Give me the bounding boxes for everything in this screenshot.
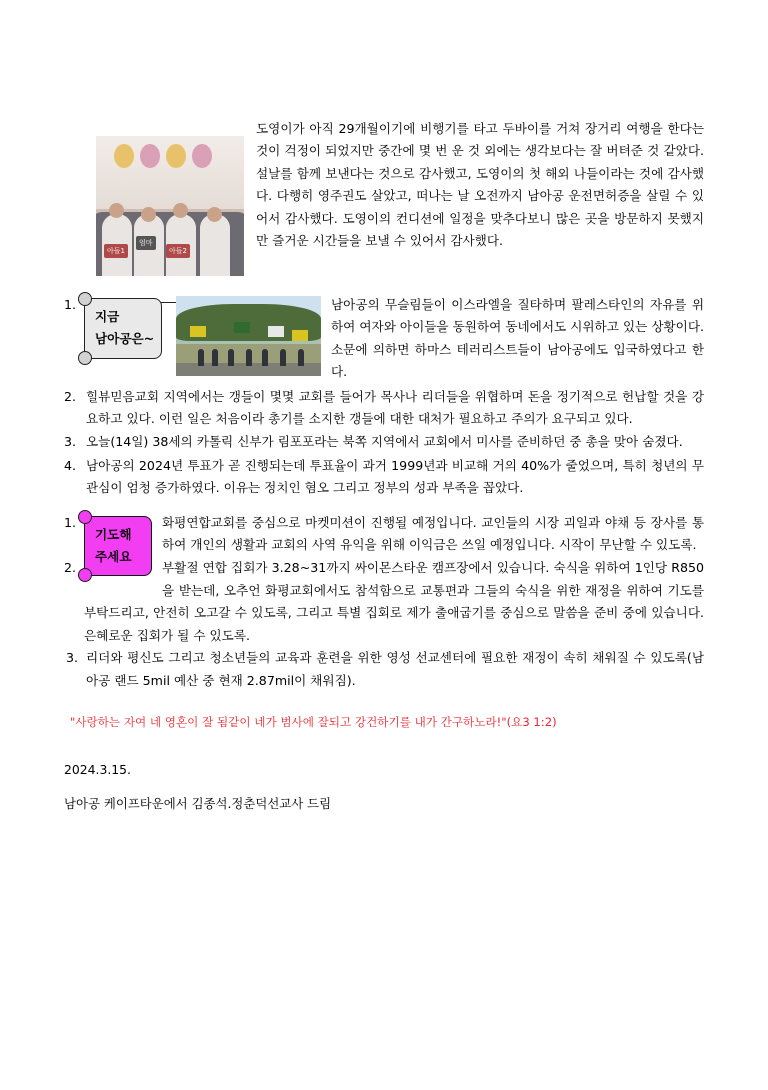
photo-tag: 아들2 xyxy=(166,244,190,258)
prayer-badge-line2: 주세요 xyxy=(95,549,132,565)
balloon-icon xyxy=(192,144,212,168)
prayer-item-2-text: 부활절 연합 집회가 3.28~31까지 싸이몬스타운 캠프장에서 있습니다. 숙식을 위하여 1인당 R850을 받는데, 오추언 화평교회에서도 참석함으로 교통편과 그들의 숙식을 위한 재정을 위하여 기도를 부탁드리고, 안전히 오고갈 수 있도록, 그리고 특별 집회로 제가 출애굽기를 중심으로 말씀을 준비 중에 있습니다. 은혜로운 집회가 될 수 있도록. xyxy=(84,560,704,643)
photo-person-head xyxy=(141,207,156,222)
balloon-icon xyxy=(166,144,186,168)
prayer-item-1-text: 화평연합교회를 중심으로 마켓미션이 진행될 예정입니다. 교인들의 시장 괴일과 야채 등 장사를 통하여 개인의 생활과 교회의 사역 유익을 위해 이익금은 쓰일 예정입니다. 시작이 무난할 수 있도록. xyxy=(162,514,704,553)
news-item-1-text: 남아공의 무슬림들이 이스라엘을 질타하며 팔레스타인의 자유를 위하여 여자와 아이들을 동원하여 동네에서도 시위하고 있는 상황이다. 소문에 의하면 하마스 테러리스트들이 남아공에도 입국하였다고 한다. xyxy=(331,297,704,380)
prayer-item-2 xyxy=(64,557,704,647)
news-item-3-text: 오늘(14일) 38세의 카톨릭 신부가 림포포라는 북쪽 지역에서 교회에서 미사를 준비하던 중 총을 맞아 숨졌다. xyxy=(86,434,683,450)
news-item-2-number: 2. xyxy=(64,388,77,404)
photo-person-head xyxy=(173,203,188,218)
intro-paragraph: 도영이가 아직 29개월이기에 비행기를 타고 두바이를 거쳐 장거리 여행을 한다는 것이 걱정이 되었지만 중간에 몇 번 운 것 외에는 생각보다는 잘 버텨준 것 같았다. 설날를 함께 보낸다는 것으로 감사했고, 도영이의 첫 해외 나들이라는 것에 감사했다. 다행히 영주권도 살았고, 떠나는 날 오전까지 남아공 운전면허증을 살릴 수 있어서 감사했다. 도영이의 컨디션에 일정을 맞추다보니 많은 곳을 방문하지 못했지만 즐거운 시간들을 보낼 수 있어서 감사했다. xyxy=(256,121,704,249)
prayer-section xyxy=(64,512,704,692)
balloon-icon xyxy=(140,144,160,168)
news-item-2 xyxy=(64,386,704,431)
prayer-item-1 xyxy=(64,512,704,557)
prayer-item-3 xyxy=(64,647,704,692)
news-badge-line2: 남아공은~ xyxy=(95,331,155,347)
news-item-1 xyxy=(64,294,704,384)
news-item-3 xyxy=(64,431,704,453)
news-item-3-number: 3. xyxy=(64,434,77,450)
photo-person-head xyxy=(109,203,124,218)
photo-person xyxy=(200,214,230,276)
news-item-1-number: 1. xyxy=(64,297,77,312)
date-line: 2024.3.15. xyxy=(64,761,131,777)
family-photo xyxy=(96,136,244,276)
news-badge-line1: 지금 xyxy=(95,309,120,324)
news-item-2-text: 힐뷰믿음교회 지역에서는 갱들이 몇몇 교회를 들어가 목사나 리더들을 위협하며 돈을 정기적으로 헌납할 것을 강요하고 있다. 이런 일은 처음이라 총기를 소지한 갱들에 대한 대처가 필요하고 주의가 요구되고 있다. xyxy=(86,388,704,427)
news-item-4-number: 4. xyxy=(64,457,77,473)
news-list xyxy=(64,386,704,500)
prayer-item-1-number: 1. xyxy=(64,514,77,530)
prayer-badge-line1: 기도해 xyxy=(95,526,132,542)
news-item-4-text: 남아공의 2024년 투표가 곧 진행되는데 투표율이 과거 1999년과 비교해 거의 40%가 줄었으며, 특히 청년의 무관심이 엄청 증가하였다. 이유는 정치인 혐오 그리고 정부의 성과 부족을 꼽았다. xyxy=(86,457,704,496)
news-section xyxy=(64,294,704,500)
prayer-item-3-text: 리더와 평신도 그리고 청소년들의 교육과 훈련을 위한 영성 선교센터에 필요한 재정이 속히 채워질 수 있도록(남아공 랜드 5mil 예산 중 현재 2.87mil이 채워짐). xyxy=(86,650,704,688)
photo-tag: 아들1 xyxy=(104,244,128,258)
photo-tag: 엄마 xyxy=(136,236,156,250)
prayer-list xyxy=(64,647,704,692)
signature-line: 남아공 케이프타운에서 김종석.정춘덕선교사 드림 xyxy=(64,795,332,811)
photo-person-head xyxy=(207,207,222,222)
balloon-icon xyxy=(114,144,134,168)
prayer-item-2-number: 2. xyxy=(64,560,77,576)
intro-section xyxy=(64,118,704,255)
bible-verse: "사랑하는 자여 네 영혼이 잘 됨같이 네가 범사에 잘되고 강건하기를 내가 간구하노라!"(요3 1:2) xyxy=(70,714,557,729)
news-item-4 xyxy=(64,455,704,500)
prayer-item-3-number: 3. xyxy=(66,650,79,666)
